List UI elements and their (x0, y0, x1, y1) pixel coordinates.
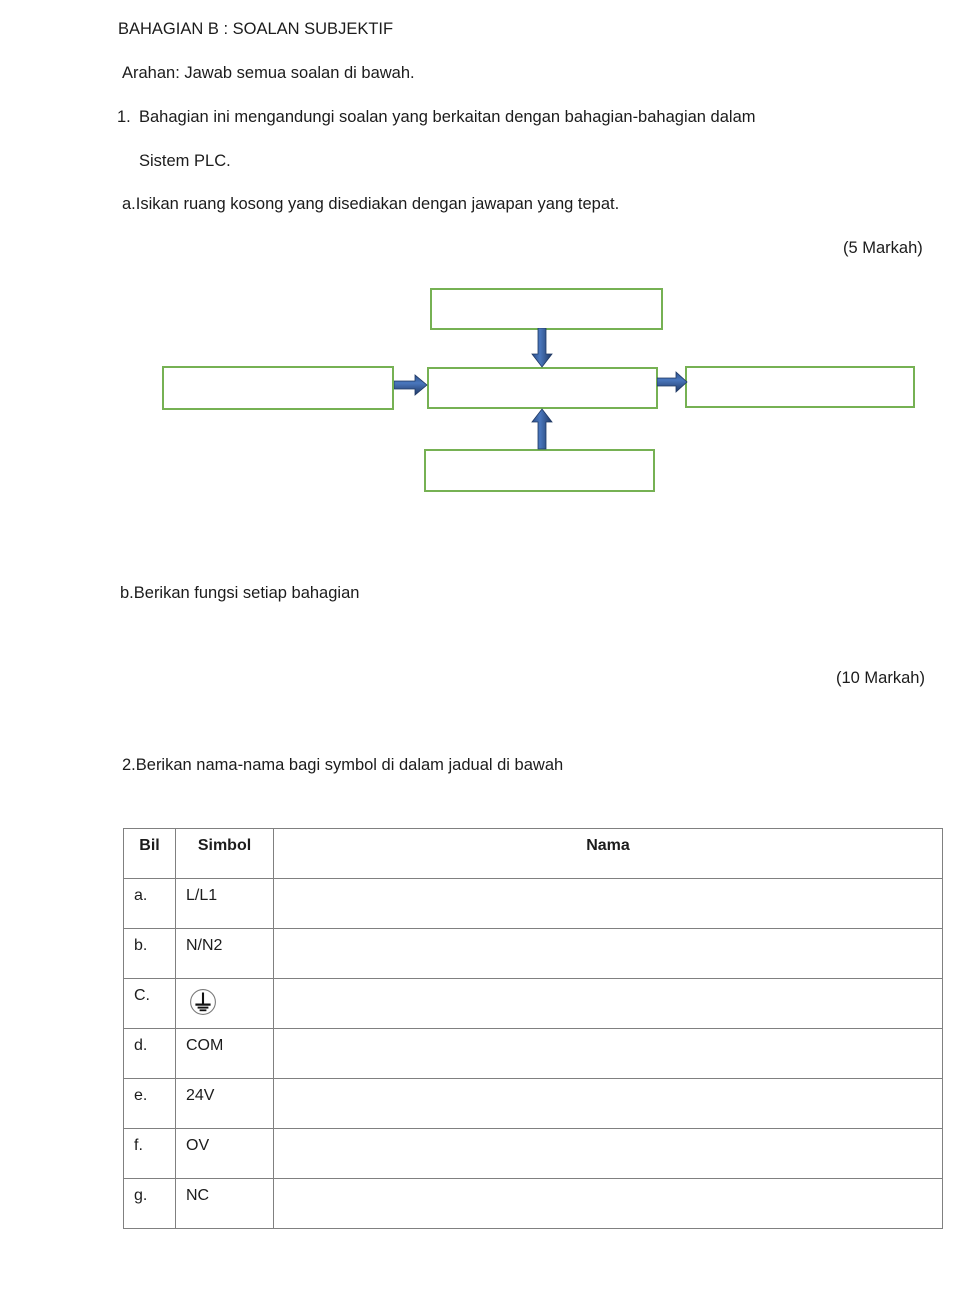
column-header-bil: Bil (124, 829, 176, 879)
question-1-text-line-2: Sistem PLC. (139, 152, 231, 170)
cell-bil: C. (124, 979, 176, 1029)
cell-simbol: L/L1 (176, 879, 274, 929)
cell-bil: e. (124, 1079, 176, 1129)
diagram-box-top[interactable] (430, 288, 663, 330)
diagram-box-right[interactable] (685, 366, 915, 408)
question-1-text-line-1: Bahagian ini mengandungi soalan yang berkaitan dengan bahagian-bahagian dalam (139, 108, 756, 126)
arrow-down-icon (531, 328, 553, 373)
cell-bil: d. (124, 1029, 176, 1079)
table-header-row (124, 829, 943, 879)
page-title: BAHAGIAN B : SOALAN SUBJEKTIF (118, 20, 394, 38)
table-row (124, 1029, 943, 1079)
question-1-number: 1. (117, 108, 131, 126)
instruction-text: Arahan: Jawab semua soalan di bawah. (122, 64, 415, 82)
column-header-simbol: Simbol (176, 829, 274, 879)
cell-simbol: OV (176, 1129, 274, 1179)
table-row (124, 979, 943, 1029)
symbol-table-wrapper (123, 828, 942, 1229)
cell-nama-answer-blank[interactable] (274, 1129, 943, 1179)
question-1b-text: b.Berikan fungsi setiap bahagian (120, 584, 360, 602)
cell-bil: g. (124, 1179, 176, 1229)
protective-earth-ground-icon (188, 987, 218, 1017)
arrow-up-icon (531, 408, 553, 455)
question-1b-marks: (10 Markah) (836, 669, 925, 687)
cell-bil: b. (124, 929, 176, 979)
arrow-right-icon (394, 374, 428, 401)
cell-simbol: COM (176, 1029, 274, 1079)
question-1a-text: a.Isikan ruang kosong yang disediakan dengan jawapan yang tepat. (122, 195, 620, 213)
column-header-nama: Nama (274, 829, 943, 879)
question-1a-marks: (5 Markah) (843, 239, 923, 257)
table-row (124, 879, 943, 929)
cell-simbol (176, 979, 274, 1029)
cell-nama-answer-blank[interactable] (274, 879, 943, 929)
cell-bil: a. (124, 879, 176, 929)
cell-simbol: 24V (176, 1079, 274, 1129)
cell-nama-answer-blank[interactable] (274, 1029, 943, 1079)
arrow-right-icon (657, 371, 688, 398)
diagram-box-center[interactable] (427, 367, 658, 409)
cell-nama-answer-blank[interactable] (274, 1079, 943, 1129)
diagram-box-left[interactable] (162, 366, 394, 410)
diagram-box-bottom[interactable] (424, 449, 655, 492)
cell-simbol: N/N2 (176, 929, 274, 979)
table-row (124, 1079, 943, 1129)
symbol-table (123, 828, 943, 1229)
table-row (124, 1129, 943, 1179)
cell-bil: f. (124, 1129, 176, 1179)
table-row (124, 929, 943, 979)
question-2-text: 2.Berikan nama-nama bagi symbol di dalam jadual di bawah (122, 756, 564, 774)
cell-nama-answer-blank[interactable] (274, 929, 943, 979)
cell-simbol: NC (176, 1179, 274, 1229)
table-row (124, 1179, 943, 1229)
cell-nama-answer-blank[interactable] (274, 1179, 943, 1229)
cell-nama-answer-blank[interactable] (274, 979, 943, 1029)
